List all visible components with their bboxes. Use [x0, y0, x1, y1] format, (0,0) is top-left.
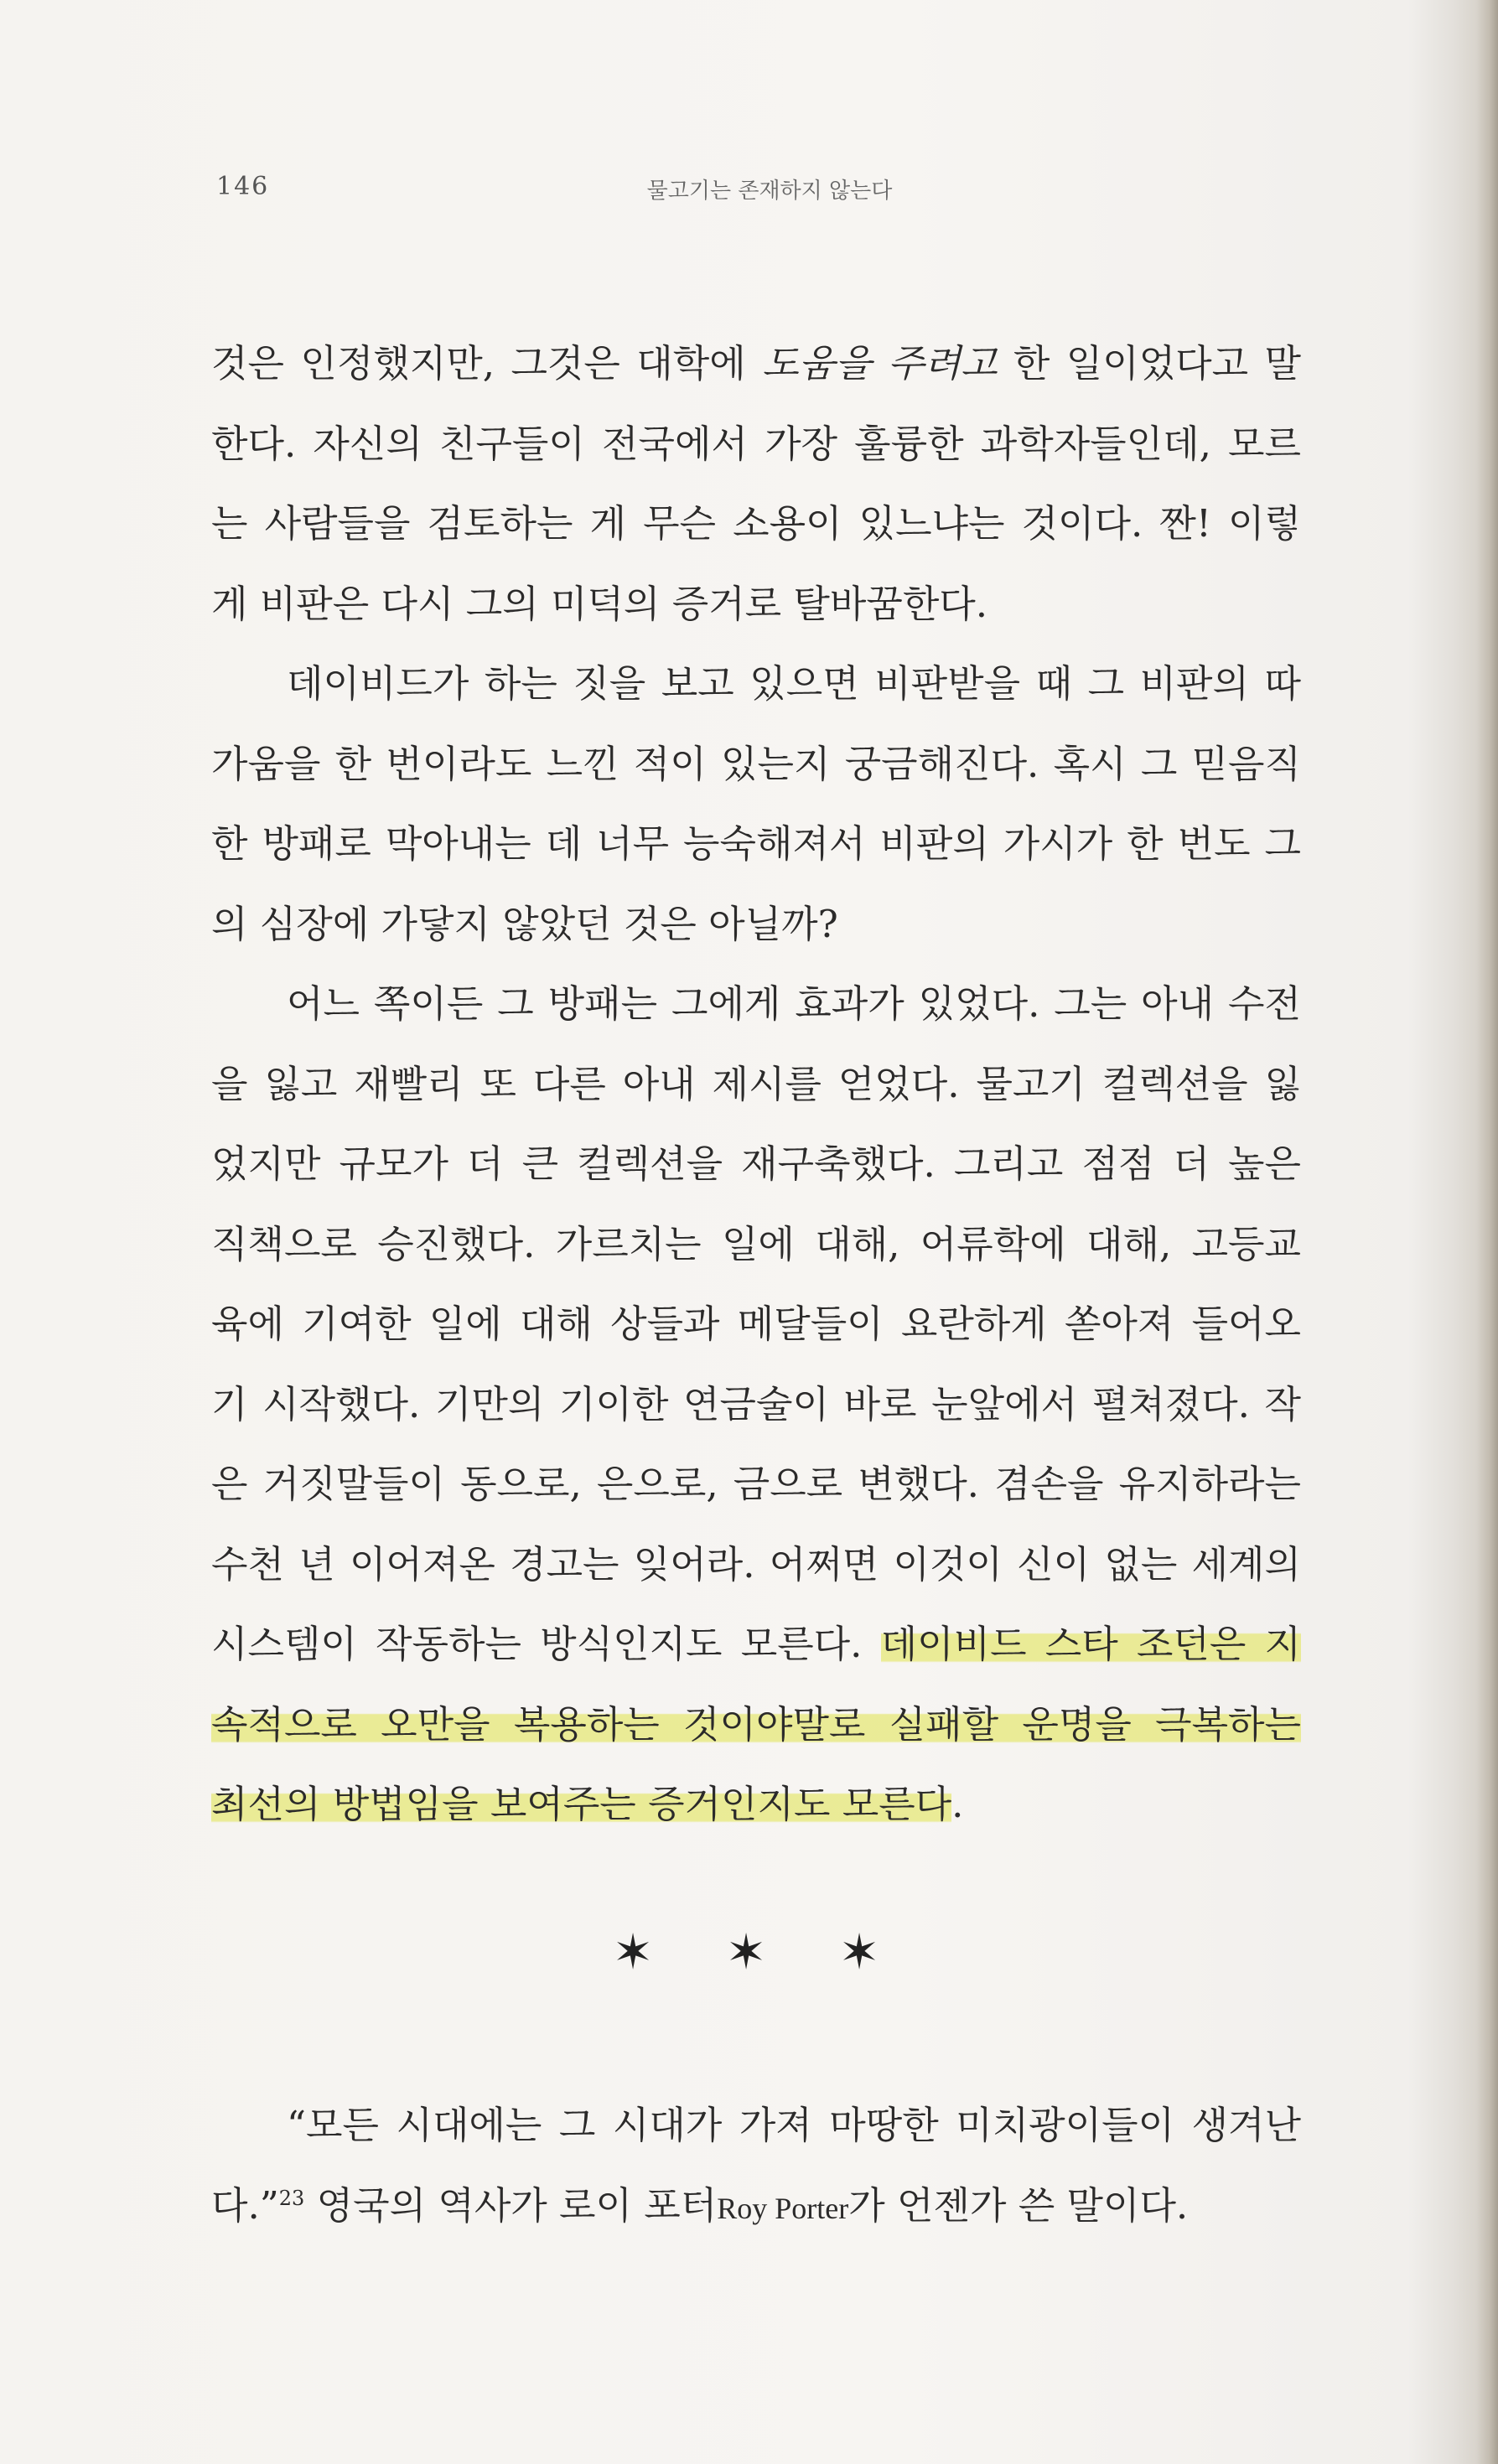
- highlighted-text: 속적으로 오만을 복용하는 것이야말로 실패할 운명을 극복하는: [211, 1701, 1301, 1747]
- highlighted-text: 데이비드 스타 조던은 지: [880, 1622, 1301, 1666]
- text-line: 은 거짓말들이 동으로, 은으로, 금으로 변했다. 겸손을 유지하라는: [211, 1462, 1301, 1506]
- footnote-marker: 23: [278, 2186, 305, 2210]
- text-line: 직책으로 승진했다. 가르치는 일에 대해, 어류학에 대해, 고등교: [211, 1221, 1301, 1266]
- text-line: 의 심장에 가닿지 않았던 것은 아닐까?: [211, 901, 838, 946]
- text-line: [211, 1764, 1301, 1845]
- original-name: Roy Porter: [717, 2191, 849, 2225]
- text-line: 는 사람들을 검토하는 게 무슨 소용이 있느냐는 것이다. 짠! 이렇: [211, 501, 1301, 546]
- text-span: 한 일이었다고 말: [997, 341, 1301, 386]
- text-line: [211, 324, 1301, 404]
- text-span: 시스템이 작동하는 방식인지도 모른다.: [211, 1622, 881, 1666]
- running-title: 물고기는 존재하지 않는다: [646, 179, 893, 204]
- emphasized-text: 도움을 주려고: [762, 341, 998, 386]
- text-line: 게 비판은 다시 그의 미덕의 증거로 탈바꿈한다.: [211, 581, 988, 626]
- text-line: 을 잃고 재빨리 또 다른 아내 제시를 얻었다. 물고기 컬렉션을 잃: [211, 1061, 1301, 1106]
- text-line: 데이비드가 하는 짓을 보고 있으면 비판받을 때 그 비판의 따: [287, 661, 1301, 706]
- text-line: “모든 시대에는 그 시대가 가져 마땅한 미치광이들이 생겨난: [287, 2103, 1301, 2147]
- text-line: 기 시작했다. 기만의 기이한 연금술이 바로 눈앞에서 펼쳐졌다. 작: [211, 1381, 1301, 1426]
- text-line: [211, 1685, 1301, 1765]
- text-span: 것은 인정했지만, 그것은 대학에: [211, 341, 763, 386]
- page-header: [216, 172, 1298, 214]
- text-span: .: [951, 1782, 964, 1826]
- body-text: [211, 324, 1301, 1845]
- text-span: 다.”: [211, 2182, 279, 2228]
- text-line: [211, 2166, 1301, 2246]
- star-icon: ✶: [838, 1923, 880, 1980]
- text-line: 가움을 한 번이라도 느낀 적이 있는지 궁금해진다. 혹시 그 믿음직: [211, 741, 1301, 786]
- text-line: 수천 년 이어져온 경고는 잊어라. 어쩌면 이것이 신이 없는 세계의: [211, 1541, 1301, 1587]
- page-number: 146: [216, 172, 270, 201]
- text-line: [211, 1604, 1301, 1685]
- text-line: 어느 쪽이든 그 방패는 그에게 효과가 있었다. 그는 아내 수전: [287, 981, 1301, 1026]
- highlighted-text: 최선의 방법임을 보여주는 증거인지도 모른다: [211, 1782, 952, 1826]
- text-line: 한 방패로 막아내는 데 너무 능숙해져서 비판의 가시가 한 번도 그: [211, 821, 1301, 866]
- body-text-continued: [211, 2085, 1301, 2245]
- star-icon: ✶: [612, 1923, 654, 1980]
- text-line: 한다. 자신의 친구들이 전국에서 가장 훌륭한 과학자들인데, 모르: [211, 421, 1301, 466]
- text-span: 영국의 역사가 로이 포터: [304, 2182, 718, 2228]
- text-line: 었지만 규모가 더 큰 컬렉션을 재구축했다. 그리고 점점 더 높은: [211, 1141, 1301, 1186]
- star-icon: ✶: [725, 1923, 767, 1980]
- text-span: 가 언젠가 쓴 말이다.: [848, 2182, 1189, 2228]
- section-separator: [604, 1923, 889, 1980]
- page-edge-shadow: [1476, 0, 1498, 2464]
- text-line: 육에 기여한 일에 대해 상들과 메달들이 요란하게 쏟아져 들어오: [211, 1302, 1301, 1346]
